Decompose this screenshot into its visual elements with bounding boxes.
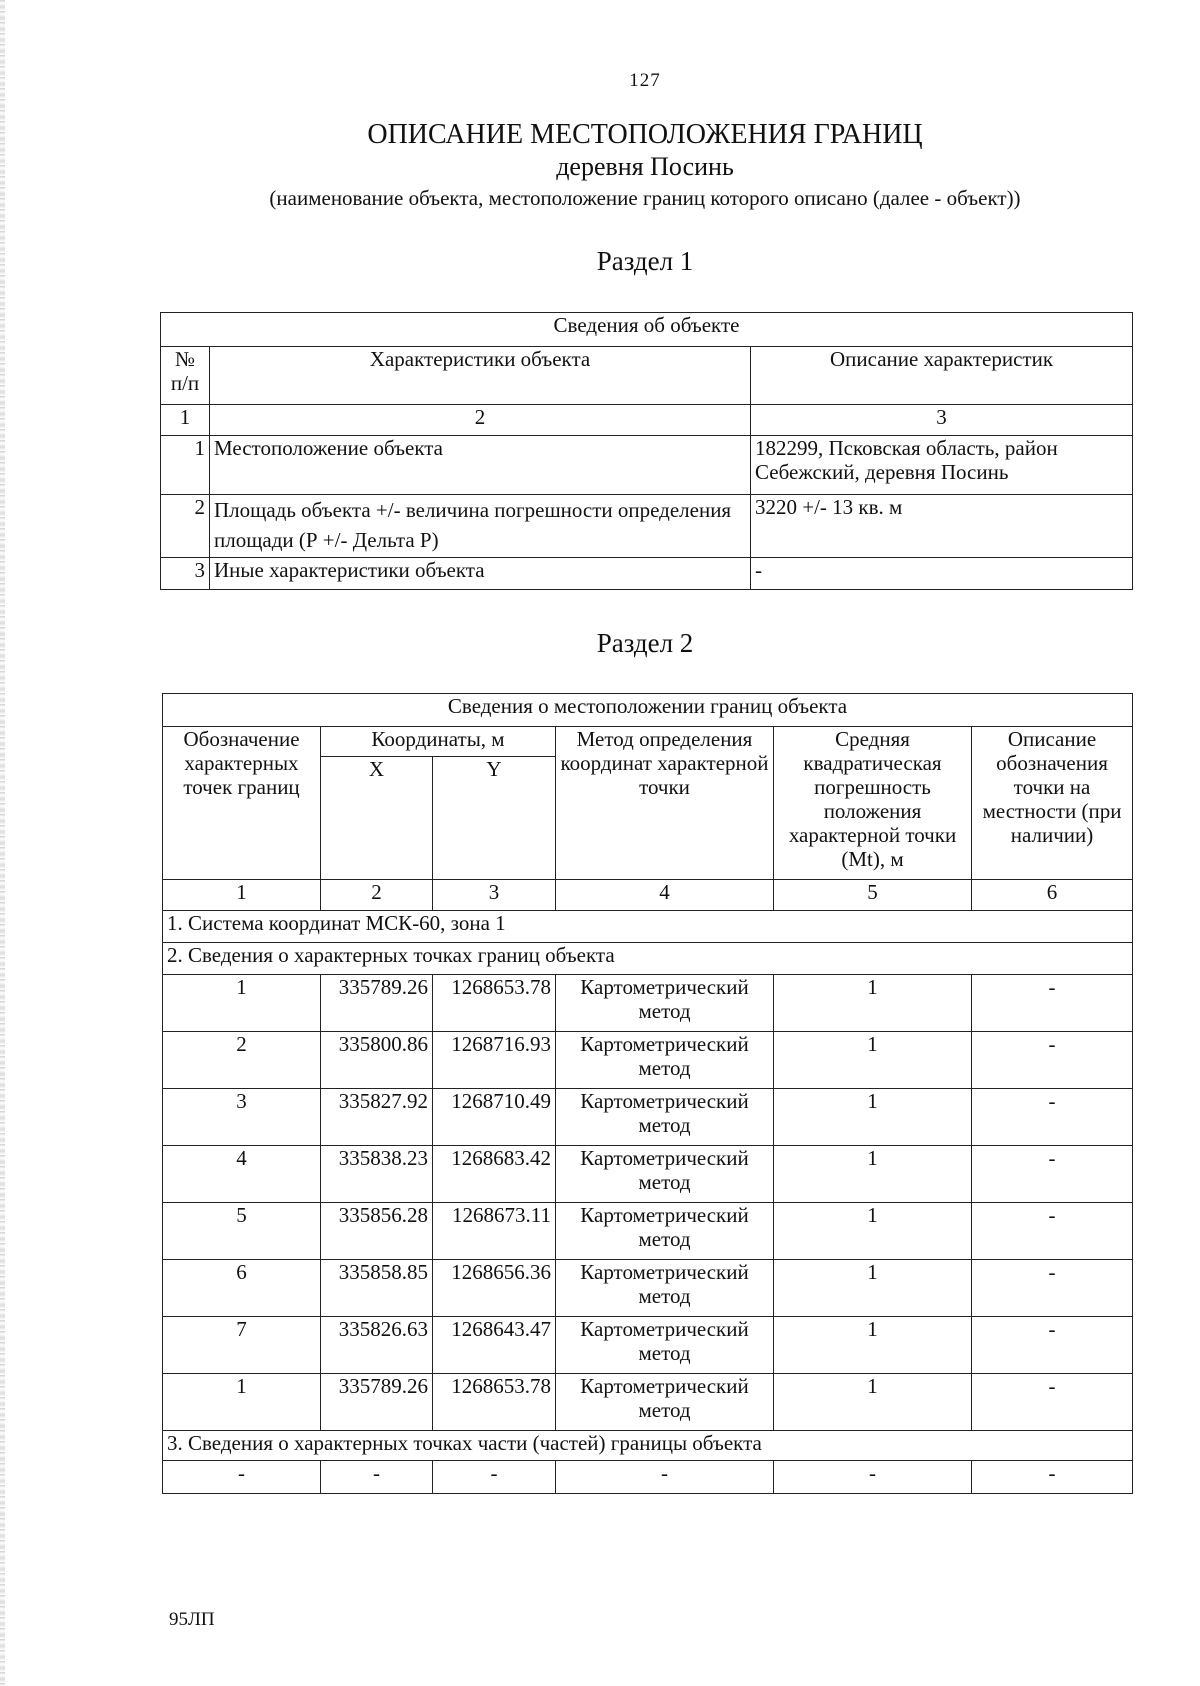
coord-y: 1268653.78 [433, 975, 556, 1032]
method-cell: Картометрический метод [556, 1032, 774, 1089]
table-row [163, 1032, 1133, 1089]
object-name: деревня Посинь [556, 152, 734, 181]
method-cell: Картометрический метод [556, 1146, 774, 1203]
method-cell: Картометрический метод [556, 975, 774, 1032]
table-row [163, 1089, 1133, 1146]
desc-cell: - [972, 975, 1133, 1032]
points-subheader: 2. Сведения о характерных точках границ объекта [163, 943, 1133, 975]
col-number: 2 [210, 405, 751, 436]
object-info-table [160, 312, 1133, 590]
col-number: 5 [774, 880, 972, 911]
coord-y: 1268673.11 [433, 1203, 556, 1260]
empty-row [163, 1461, 1133, 1494]
mt-cell: 1 [774, 1032, 972, 1089]
row-value: - [751, 558, 1133, 590]
row-name: Площадь объекта +/- величина погрешности определения площади (Р +/- Дельта Р) [210, 495, 751, 558]
coord-y: 1268653.78 [433, 1374, 556, 1431]
col-number: 6 [972, 880, 1133, 911]
desc-cell: - [972, 1203, 1133, 1260]
point-id: 1 [163, 1374, 321, 1431]
mt-cell: 1 [774, 1317, 972, 1374]
coord-y: 1268683.42 [433, 1146, 556, 1203]
footer-code: 95ЛП [169, 1609, 215, 1630]
header-coordinates: Координаты, м [321, 727, 556, 757]
header-characteristics: Характеристики объекта [210, 347, 751, 405]
method-cell: Картометрический метод [556, 1317, 774, 1374]
point-id: 4 [163, 1146, 321, 1203]
mt-cell: 1 [774, 1146, 972, 1203]
method-cell: Картометрический метод [556, 1374, 774, 1431]
row-value: 3220 +/- 13 кв. м [751, 495, 1133, 558]
row-number: 2 [161, 495, 210, 558]
coord-y: 1268656.36 [433, 1260, 556, 1317]
point-id: 2 [163, 1032, 321, 1089]
coord-y: 1268710.49 [433, 1089, 556, 1146]
method-cell: Картометрический метод [556, 1203, 774, 1260]
table-title: Сведения о местоположении границ объекта [163, 694, 1133, 727]
row-number: 1 [161, 436, 210, 495]
header-point: Обозначение характерных точек границ [163, 727, 321, 880]
document-title: ОПИСАНИЕ МЕСТОПОЛОЖЕНИЯ ГРАНИЦ [367, 119, 923, 150]
col-number: 3 [433, 880, 556, 911]
table-row [163, 1260, 1133, 1317]
table-row [161, 436, 1133, 495]
section-2-heading: Раздел 2 [596, 628, 694, 658]
header-description: Описание характеристик [751, 347, 1133, 405]
desc-cell: - [972, 1260, 1133, 1317]
empty-cell: - [774, 1461, 972, 1494]
table-row [163, 1317, 1133, 1374]
table-row [163, 1203, 1133, 1260]
object-note: (наименование объекта, местоположение границ которого описано (далее - объект)) [269, 186, 1021, 210]
parts-subheader: 3. Сведения о характерных точках части (частей) границы объекта [163, 1431, 1133, 1461]
empty-cell: - [163, 1461, 321, 1494]
empty-cell: - [433, 1461, 556, 1494]
coord-x: 335800.86 [321, 1032, 433, 1089]
coordinate-system: 1. Система координат МСК-60, зона 1 [163, 911, 1133, 943]
method-cell: Картометрический метод [556, 1089, 774, 1146]
header-description: Описание обозначения точки на местности (при наличии) [972, 727, 1133, 880]
coord-x: 335856.28 [321, 1203, 433, 1260]
mt-cell: 1 [774, 1089, 972, 1146]
mt-cell: 1 [774, 1203, 972, 1260]
desc-cell: - [972, 1317, 1133, 1374]
point-id: 1 [163, 975, 321, 1032]
point-id: 3 [163, 1089, 321, 1146]
table-row [163, 1146, 1133, 1203]
empty-cell: - [321, 1461, 433, 1494]
header-y: Y [433, 757, 556, 880]
row-number: 3 [161, 558, 210, 590]
desc-cell: - [972, 1146, 1133, 1203]
empty-cell: - [972, 1461, 1133, 1494]
coord-x: 335826.63 [321, 1317, 433, 1374]
col-number: 2 [321, 880, 433, 911]
method-cell: Картометрический метод [556, 1260, 774, 1317]
header-number: № п/п [161, 347, 210, 405]
point-id: 6 [163, 1260, 321, 1317]
coord-y: 1268643.47 [433, 1317, 556, 1374]
col-number: 3 [751, 405, 1133, 436]
coord-y: 1268716.93 [433, 1032, 556, 1089]
table-row [163, 1374, 1133, 1431]
mt-cell: 1 [774, 1260, 972, 1317]
coord-x: 335827.92 [321, 1089, 433, 1146]
point-id: 5 [163, 1203, 321, 1260]
col-number: 1 [163, 880, 321, 911]
boundary-points-table [162, 693, 1133, 1494]
mt-cell: 1 [774, 975, 972, 1032]
table-row [161, 495, 1133, 558]
header-method: Метод определения координат характерной точки [556, 727, 774, 880]
coord-x: 335789.26 [321, 1374, 433, 1431]
coord-x: 335789.26 [321, 975, 433, 1032]
point-id: 7 [163, 1317, 321, 1374]
row-name: Местоположение объекта [210, 436, 751, 495]
page-number: 127 [629, 70, 661, 91]
coord-x: 335858.85 [321, 1260, 433, 1317]
table-row [163, 975, 1133, 1032]
table-title: Сведения об объекте [161, 313, 1133, 347]
row-name: Иные характеристики объекта [210, 558, 751, 590]
desc-cell: - [972, 1032, 1133, 1089]
empty-cell: - [556, 1461, 774, 1494]
table-row [161, 558, 1133, 590]
desc-cell: - [972, 1374, 1133, 1431]
mt-cell: 1 [774, 1374, 972, 1431]
col-number: 1 [161, 405, 210, 436]
header-x: X [321, 757, 433, 880]
coord-x: 335838.23 [321, 1146, 433, 1203]
desc-cell: - [972, 1089, 1133, 1146]
section-1-heading: Раздел 1 [596, 246, 694, 276]
col-number: 4 [556, 880, 774, 911]
row-value: 182299, Псковская область, район Себежский, деревня Посинь [751, 436, 1133, 495]
header-error: Средняя квадратическая погрешность положения характерной точки (Mt), м [774, 727, 972, 880]
